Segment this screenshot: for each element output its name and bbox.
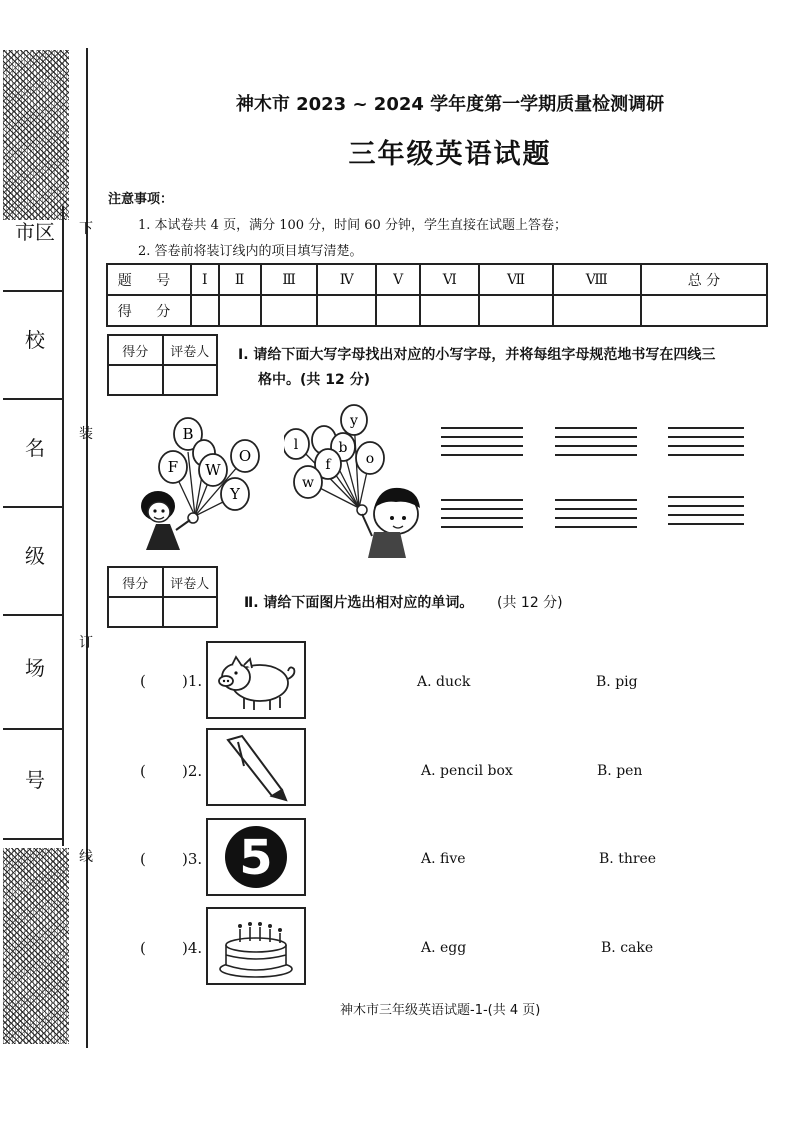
- exam-title: 神木市 2023 ~ 2024 学年度第一学期质量检测调研: [235, 94, 665, 115]
- option-a: A. duck: [417, 674, 471, 690]
- score-cell[interactable]: [553, 295, 641, 326]
- score-cell[interactable]: [219, 295, 261, 326]
- score-cell[interactable]: [261, 295, 318, 326]
- balloon-letter: f: [325, 457, 331, 473]
- option-a: A. egg: [421, 940, 467, 956]
- option-b: B. pig: [596, 674, 638, 690]
- option-a: A. five: [421, 851, 466, 867]
- binding-mark-1: 下: [79, 221, 93, 237]
- binding-mark-2: 装: [79, 426, 93, 442]
- girl-icon: [141, 491, 198, 550]
- section2-points: (共 12 分): [497, 595, 563, 611]
- grader-box-2: [107, 566, 218, 628]
- question-number: )1.: [182, 672, 203, 690]
- question-number: )3.: [182, 850, 203, 868]
- option-b: B. pen: [597, 763, 643, 779]
- field-blank-line[interactable]: [3, 506, 63, 508]
- grader-score-label: 得分: [108, 567, 163, 597]
- score-col-3: Ⅲ: [261, 264, 318, 295]
- option-b: B. cake: [601, 940, 654, 956]
- four-line-grid[interactable]: [441, 427, 523, 463]
- score-cell[interactable]: [317, 295, 376, 326]
- score-col-2: Ⅱ: [219, 264, 261, 295]
- binding-edge-texture: [3, 50, 69, 220]
- score-table-header-row: [107, 264, 767, 295]
- score-col-4: Ⅳ: [317, 264, 376, 295]
- balloon-letter: O: [238, 447, 252, 465]
- balloon-letter: l: [293, 437, 299, 453]
- field-blank-line[interactable]: [3, 614, 63, 616]
- grader-score-cell[interactable]: [108, 365, 163, 395]
- boy-balloons-illustration: [284, 402, 434, 562]
- grader-name-label: 评卷人: [163, 335, 218, 365]
- binding-field-class: 级: [25, 544, 45, 568]
- score-col-5: Ⅴ: [376, 264, 420, 295]
- balloon-letter: W: [205, 461, 221, 479]
- balloon-letter: b: [338, 440, 348, 456]
- answer-paren[interactable]: (: [140, 939, 146, 957]
- score-cell[interactable]: [376, 295, 420, 326]
- four-line-grid[interactable]: [441, 499, 523, 535]
- section1-title-cont: 格中。(共 12 分): [258, 372, 371, 388]
- binding-field-district: 市区: [15, 220, 55, 244]
- question-number: )2.: [182, 762, 203, 780]
- notice-item-2: 2. 答卷前将装订线内的项目填写清楚。: [138, 244, 363, 259]
- balloon-letter: o: [365, 451, 375, 467]
- field-blank-line[interactable]: [3, 838, 63, 840]
- score-cell[interactable]: [479, 295, 552, 326]
- binding-field-name: 名: [25, 436, 45, 460]
- balloon-letter: Y: [230, 485, 240, 503]
- four-line-grid[interactable]: [668, 496, 744, 532]
- girl-balloons-illustration: [138, 412, 268, 560]
- score-table: [106, 263, 768, 327]
- score-cell[interactable]: [641, 295, 767, 326]
- section2-title: Ⅱ. 请给下面图片选出相对应的单词。: [244, 595, 474, 611]
- balloon-letter: y: [350, 413, 358, 429]
- grader-score-cell[interactable]: [108, 597, 163, 627]
- binding-field-school: 校: [25, 328, 45, 352]
- score-table-row-label: 得 分: [107, 295, 191, 326]
- svg-text:5: 5: [239, 830, 273, 886]
- grader-score-label: 得分: [108, 335, 163, 365]
- cake-icon: [206, 907, 306, 985]
- field-blank-line[interactable]: [3, 398, 63, 400]
- grader-box-1: [107, 334, 218, 396]
- field-blank-line[interactable]: [3, 728, 63, 730]
- score-col-1: Ⅰ: [191, 264, 219, 295]
- exam-subtitle: 三年级英语试题: [348, 139, 552, 170]
- option-b: B. three: [599, 851, 657, 867]
- score-col-6: Ⅵ: [420, 264, 479, 295]
- pen-icon: [206, 728, 306, 806]
- balloon-letter: B: [182, 425, 194, 443]
- binding-edge-texture: [3, 848, 69, 1044]
- balloon-letter: w: [302, 475, 314, 491]
- grader-name-label: 评卷人: [163, 567, 218, 597]
- balloon-letter: F: [167, 458, 179, 476]
- score-col-8: Ⅷ: [553, 264, 641, 295]
- section1-title: Ⅰ. 请给下面大写字母找出对应的小写字母，并将每组字母规范地书写在四线三: [238, 347, 716, 363]
- answer-paren[interactable]: (: [140, 762, 146, 780]
- score-table-score-row: [107, 295, 767, 326]
- four-line-grid[interactable]: [668, 427, 744, 463]
- page-footer: 神木市三年级英语试题-1-(共 4 页): [340, 1003, 541, 1018]
- score-cell[interactable]: [420, 295, 479, 326]
- question-number: )4.: [182, 939, 203, 957]
- grader-name-cell[interactable]: [163, 597, 218, 627]
- binding-field-room: 场: [25, 656, 45, 680]
- binding-mark-3: 订: [79, 635, 93, 651]
- binding-line: [86, 48, 88, 1048]
- grader-name-cell[interactable]: [163, 365, 218, 395]
- boy-icon: [357, 488, 420, 558]
- score-cell[interactable]: [191, 295, 219, 326]
- answer-paren[interactable]: (: [140, 850, 146, 868]
- score-col-total: 总 分: [641, 264, 767, 295]
- answer-paren[interactable]: (: [140, 672, 146, 690]
- score-col-7: Ⅶ: [479, 264, 552, 295]
- option-a: A. pencil box: [421, 763, 513, 779]
- notice-item-1: 1. 本试卷共 4 页，满分 100 分，时间 60 分钟，学生直接在试题上答卷；: [138, 218, 567, 233]
- binding-mark-4: 线: [79, 849, 93, 865]
- number-five-icon: [206, 818, 306, 896]
- score-table-row-label: 题 号: [107, 264, 191, 295]
- four-line-grid[interactable]: [555, 499, 637, 535]
- binding-field-divider: [62, 206, 64, 846]
- field-blank-line[interactable]: [3, 290, 63, 292]
- four-line-grid[interactable]: [555, 427, 637, 463]
- notice-title: 注意事项：: [108, 192, 174, 207]
- pig-icon: [206, 641, 306, 719]
- binding-field-number: 号: [25, 768, 45, 792]
